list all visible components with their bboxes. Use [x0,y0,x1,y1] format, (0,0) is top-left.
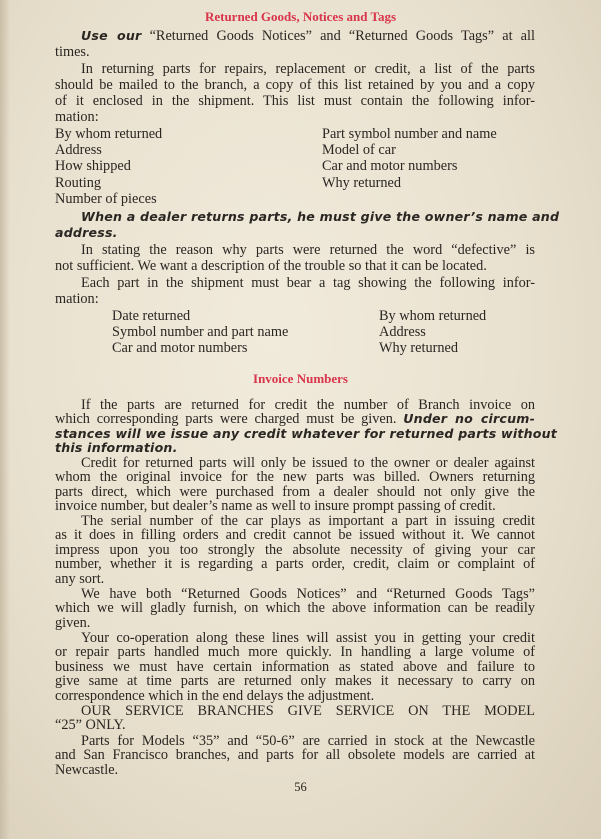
list-item: How shipped [55,158,131,175]
text-line [55,499,535,513]
list-info-left [55,126,162,207]
paragraph-we-have-both [55,587,535,630]
text-line [55,291,535,307]
text-line [55,77,535,93]
list-item: Model of car [322,142,396,159]
body-text: which corresponding parts were charged must be given. [55,411,404,428]
body-text: business we must have certain information as stated above and failure to [55,658,535,675]
body-text: should be mailed to the branch, a copy of this list retained by you and a copy [55,77,535,93]
text-line [55,748,535,762]
body-text: or repair parts handled much more quickly. In handling a large volume of [55,644,535,661]
paragraph-tag-info [55,275,535,307]
body-text: Credit for returned parts will only be issued to the owner or dealer against [81,455,535,471]
body-text: parts direct, which were purchased from a dealer should not only give the [55,483,535,500]
body-text: In stating the reason why parts were returned the word “defective” is [81,242,535,258]
body-text: We have both “Returned Goods Notices” and “Returned Goods Tags” [81,586,535,602]
body-text: of it enclosed in the shipment. This list must contain the following infor- [55,93,535,109]
body-text: and San Francisco branches, and parts for all obsolete models are carried at [55,747,535,764]
emphasis-text: Use our [81,28,142,43]
list-tag-right [379,308,486,357]
page-edge-shadow [0,0,10,839]
body-text: number, whether it is regarding a parts order, credit, claim or complaint of [55,556,535,573]
body-text: OUR SERVICE BRANCHES GIVE SERVICE ON THE MODEL [81,703,535,719]
text-line [55,631,535,645]
list-item: By whom returned [55,126,163,142]
paragraph-dealer-returns [55,209,560,241]
list-item: Date returned [112,308,191,324]
text-line [55,44,535,60]
text-line [55,61,535,77]
text-line [55,616,535,630]
text-line [55,557,535,571]
text-line [55,398,535,412]
text-line [55,543,535,557]
body-text: mation: [55,109,99,125]
body-text: “Returned Goods Notices” and “Returned Goods Tags” at all [141,28,535,44]
paragraph-service-branches [55,704,535,733]
body-text: not sufficient. We want a description of the trouble so that it can be located. [55,258,487,274]
text-line [55,689,535,703]
emphasis-text: Under no circum- [403,411,536,427]
text-line [55,674,535,688]
list-item: By whom returned [379,308,487,324]
text-line [55,718,535,732]
text-line [55,275,535,291]
section-heading-invoice-numbers: Invoice Numbers [253,371,348,386]
body-text: Your co-operation along these lines will assist you in getting your credit [81,630,535,646]
body-text: given. [55,614,91,631]
body-text: “25” ONLY. [55,717,126,734]
paragraph-returning-parts [55,61,535,125]
text-line [55,242,535,258]
list-item: Why returned [379,340,458,357]
text-line [55,485,535,499]
list-item: Address [379,324,426,341]
paragraph-use-our [55,28,535,60]
list-item: Address [55,142,102,159]
text-line [55,209,560,225]
list-item: Part symbol number and name [322,126,497,142]
list-tag-left [112,308,288,357]
body-text: impress upon you too strongly the absolute necessity of giving your car [55,541,535,558]
paragraph-invoice [55,397,557,456]
text-line [55,470,535,484]
text-line [55,225,535,241]
emphasis-text: this information. [55,440,178,456]
text-line [55,456,535,470]
body-text: Each part in the shipment must bear a tag showing the following infor- [81,275,535,291]
body-text: If the parts are returned for credit the number of Branch invoice on [81,397,535,413]
text-line [55,425,557,441]
text-line [55,763,535,777]
body-text: give same at time parts are returned only makes it necessary to carry on [55,673,535,690]
body-text: correspondence which in the end delays the adjustment. [55,687,375,704]
text-line [55,28,535,44]
body-text: Newcastle. [55,761,119,778]
text-line [55,572,535,586]
paragraph-stating-reason [55,242,535,274]
text-line [55,645,535,659]
paragraph-parts-models [55,734,535,777]
body-text: invoice number, but dealer’s name as well to insure prompt passing of credit. [55,498,496,515]
text-line [55,734,535,748]
list-item: Car and motor numbers [322,158,458,175]
body-text: Parts for Models “35” and “50-6” are carried in stock at the Newcastle [81,733,535,749]
list-item: Why returned [322,174,401,191]
text-line [55,109,535,125]
paragraph-serial-number [55,514,535,586]
text-line [55,514,535,528]
text-line [55,587,535,601]
body-text: mation: [55,291,99,307]
text-line [55,660,535,674]
body-text: as it does in filling orders and credit cannot be issued without it. We cannot [55,527,535,544]
text-line [55,601,535,615]
body-text: which we will gladly furnish, on which the above information can be readily [55,600,535,617]
list-item: Routing [55,174,102,191]
body-text: whom the original invoice for the new parts was billed. Owners returning [55,469,535,486]
text-line [55,528,535,542]
paragraph-cooperation [55,631,535,703]
emphasis-text: address. [55,225,118,240]
text-line [55,412,535,426]
text-line [55,704,535,718]
body-text: The serial number of the car plays as important a part in issuing credit [81,513,535,529]
list-item: Car and motor numbers [112,340,248,357]
body-text: any sort. [55,570,105,587]
paragraph-credit [55,456,535,514]
text-line [55,258,535,274]
emphasis-text: stances will we issue any credit whatever for returned parts without [55,425,557,441]
body-text: In returning parts for repairs, replacement or credit, a list of the parts [81,61,535,77]
text-line [55,441,535,455]
text-line [55,93,535,109]
list-item: Symbol number and part name [112,324,289,341]
emphasis-text: When a dealer returns parts, he must give the owner’s name and [81,209,560,224]
section-heading-returned-goods: Returned Goods, Notices and Tags [204,9,397,24]
list-item: Number of pieces [55,190,157,207]
list-info-right [322,126,497,191]
body-text: times. [55,44,90,60]
page-number: 56 [294,780,307,794]
